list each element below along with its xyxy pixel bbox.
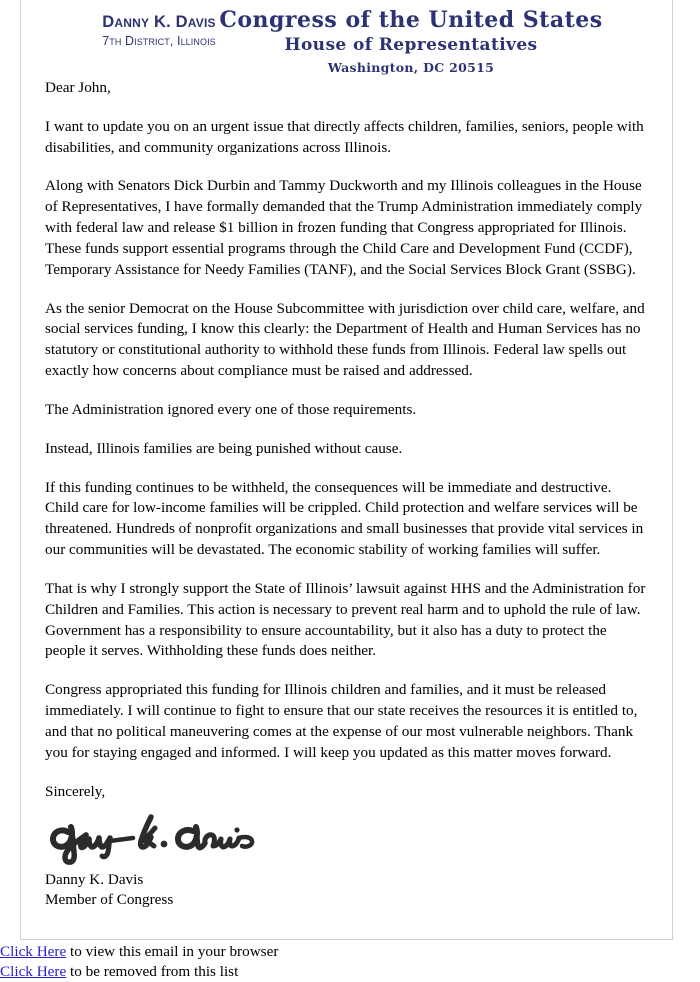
handwritten-signature-image	[47, 808, 262, 866]
masthead-congress: Congress of the United States	[219, 7, 603, 33]
email-footer	[0, 942, 700, 982]
letter-body	[21, 78, 672, 910]
salutation: Dear John,	[45, 79, 111, 96]
body-paragraph: If this funding continues to be withheld, the consequences will be immediate and destructive. Child care for low-income families will be crippled. Child protection and welfare services will be threatened. Hundreds of nonprofit organizations and small businesses that provide vital services in our communities will be devastated. The economic stability of working families will suffer.	[45, 478, 644, 559]
body-paragraph: As the senior Democrat on the House Subcommittee with jurisdiction over child care, welfare, and social services funding, I know this clearly: the Department of Health and Human Services has no statutory or constitutional authority to withhold these funds from Illinois. Federal law spells out exactly how concerns about compliance must be raised and addressed.	[45, 299, 645, 380]
letter-container	[20, 0, 673, 940]
masthead-house: House of Representatives	[284, 34, 538, 55]
member-name: Danny K. Davis	[102, 13, 216, 31]
masthead-address: Washington, DC 20515	[327, 60, 495, 76]
footer-line-unsubscribe	[0, 962, 700, 982]
congress-masthead	[201, 8, 621, 75]
closing-line: Sincerely,	[45, 782, 106, 800]
body-paragraph: The Administration ignored every one of those requirements.	[45, 400, 417, 418]
unsubscribe-text: to be removed from this list	[66, 963, 239, 981]
letterhead	[21, 0, 672, 78]
view-in-browser-link[interactable]: Click Here	[0, 943, 67, 960]
footer-line-view-in-browser	[0, 942, 700, 962]
body-paragraph: That is why I strongly support the State of Illinois’ lawsuit against HHS and the Administration for Children and Families. This action is necessary to prevent real harm and to uphold the rule of law. Government has a responsibility to ensure accountability, but it also has a duty to protect the people it serves. Withholding these funds does neither.	[45, 579, 646, 660]
view-in-browser-text: to view this email in your browser	[66, 943, 279, 960]
signature-area	[45, 808, 648, 870]
signer-name: Danny K. Davis	[45, 871, 144, 889]
body-paragraph: Instead, Illinois families are being punished without cause.	[45, 439, 403, 457]
member-district: 7th District, Illinois	[102, 33, 216, 48]
signer-title: Member of Congress	[45, 891, 174, 909]
body-paragraph: Congress appropriated this funding for Illinois children and families, and it must be released immediately. I will continue to fight to ensure that our state receives the resources it is entitled to, and that no political maneuvering comes at the expense of our most vulnerable neighbors. Thank you for staying engaged and informed. I will keep you updated as this matter moves forward.	[45, 681, 638, 761]
body-paragraph: Along with Senators Dick Durbin and Tammy Duckworth and my Illinois colleagues in the House of Representatives, I have formally demanded that the Trump Administration immediately comply with federal law and release $1 billion in frozen funding that Congress appropriated for Illinois. These funds support essential programs through the Child Care and Development Fund (CCDF), Temporary Assistance for Needy Families (TANF), and the Social Services Block Grant (SSBG).	[45, 177, 643, 278]
body-paragraph: I want to update you on an urgent issue that directly affects children, families, seniors, people with disabilities, and community organizations across Illinois.	[45, 117, 644, 156]
unsubscribe-link[interactable]: Click Here	[0, 963, 67, 981]
